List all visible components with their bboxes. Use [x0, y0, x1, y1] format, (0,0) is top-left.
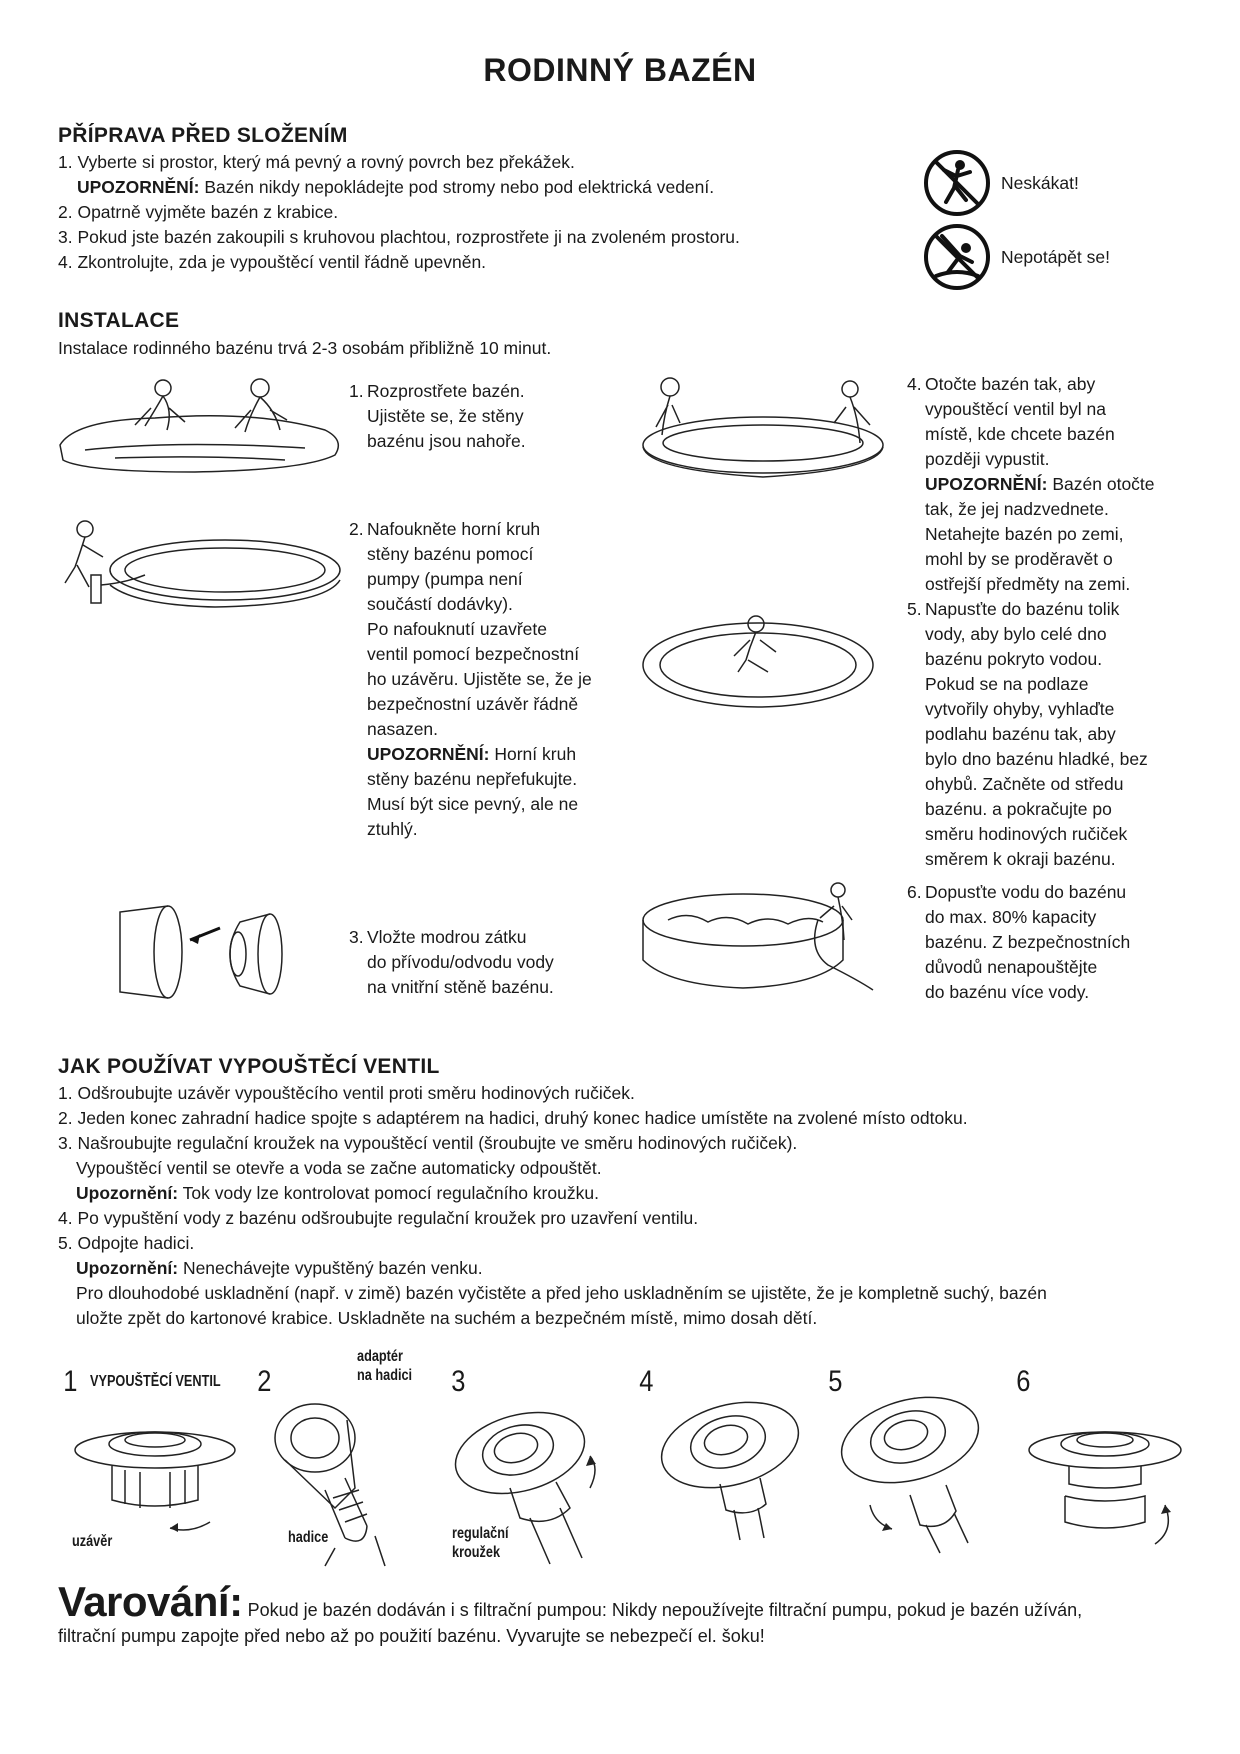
- prep-item-1: 1. Vyberte si prostor, který má pevný a rovný povrch bez překážek.: [58, 152, 575, 172]
- valve-item-3: 3. Našroubujte regulační kroužek na vypouštěcí ventil (šroubujte ve směru hodinových ručiček).: [58, 1133, 798, 1153]
- valve-item-3-warning: Upozornění: Tok vody lze kontrolovat pomocí regulačního kroužku.: [76, 1183, 599, 1203]
- no-jumping-icon: [922, 148, 992, 218]
- valve-item-5-storage-1: Pro dlouhodobé uskladnění (např. v zimě) bazén vyčistěte a před jeho uskladněním se ujistěte, že je kompletně suchý, bazén: [76, 1283, 1047, 1303]
- spread-pool-illustration: [55, 370, 345, 480]
- valve-heading: JAK POUŽÍVAT VYPOUŠTĚCÍ VENTIL: [58, 1055, 440, 1078]
- install-step-1: 1. Rozprostřete bazén. Ujistěte se, že stěny bazénu jsou nahoře.: [349, 381, 526, 451]
- valve-item-5-storage-2: uložte zpět do kartonové krabice. Uskladněte na suchém a bezpečném místě, mimo dosah dětí.: [76, 1308, 818, 1328]
- filled-pool-hose-illustration: [638, 880, 878, 995]
- valve-item-5: 5. Odpojte hadici.: [58, 1233, 195, 1253]
- rotate-pool-illustration: [638, 375, 888, 495]
- install-step-2: 2. Nafoukněte horní kruh stěny bazénu pomocí pumpy (pumpa není součástí dodávky). Po nafouknutí uzavřete ventil pomocí bezpečnostní ho uzávěru. Ujistěte se, že je bezpečnostní uzávěr řádně nasazen. UPOZORNĚNÍ: Horní kruh stěny bazénu nepřefukujte. Musí být sice pevný, ale ne ztuhlý.: [349, 519, 592, 839]
- inflate-pool-illustration: [55, 515, 345, 615]
- no-diving-label: Nepotápět se!: [1001, 247, 1110, 267]
- figure-number-3: 3: [451, 1365, 466, 1398]
- prep-warning-text: Bazén nikdy nepokládejte pod stromy nebo pod elektrická vedení.: [199, 177, 715, 197]
- adapter-label: adaptér na hadici: [357, 1348, 413, 1384]
- figure-number-2: 2: [257, 1365, 272, 1398]
- figure-number-5: 5: [828, 1365, 843, 1398]
- valve-label: VYPOUŠTĚCÍ VENTIL: [90, 1373, 221, 1390]
- valve-figure-5: [830, 1395, 1000, 1555]
- install-step-6: 6. Dopusťte vodu do bazénu do max. 80% kapacity bazénu. Z bezpečnostních důvodů nenapouštějte do bazénu více vody.: [907, 882, 1131, 1002]
- valve-plug-illustration: [110, 892, 310, 1022]
- install-step-3: 3. Vložte modrou zátku do přívodu/odvodu vody na vnitřní stěně bazénu.: [349, 927, 554, 997]
- valve-item-4: 4. Po vypuštění vody z bazénu odšroubujte regulační kroužek pro uzavření ventilu.: [58, 1208, 699, 1228]
- prep-item-3: 3. Pokud jste bazén zakoupili s kruhovou plachtou, rozprostřete ji na zvoleném prostoru.: [58, 227, 740, 247]
- figure-number-4: 4: [639, 1365, 654, 1398]
- install-heading: INSTALACE: [58, 309, 180, 332]
- valve-item-3-note: Vypouštěcí ventil se otevře a voda se začne automaticky odpouštět.: [76, 1158, 602, 1178]
- safety-warning: [58, 1578, 1082, 1626]
- valve-item-5-warning: Upozornění: Nenechávejte vypuštěný bazén venku.: [76, 1258, 483, 1278]
- install-step-5: 5. Napusťte do bazénu tolik vody, aby bylo celé dno bazénu pokryto vodou. Pokud se na podlaze vytvořily ohyby, vyhlaďte podlahu bazénu tak, aby bylo dno bazénu hladké, bez ohybů. Začněte od středu bazénu. a pokračujte po směru hodinových ručiček směrem k okraji bazénu.: [907, 599, 1148, 869]
- valve-figure-6: [1025, 1410, 1195, 1560]
- cap-label: uzávěr: [72, 1533, 113, 1550]
- install-intro: Instalace rodinného bazénu trvá 2-3 osobám přibližně 10 minut.: [58, 338, 552, 358]
- no-jumping-label: Neskákat!: [1001, 173, 1079, 193]
- fill-pool-illustration: [638, 610, 878, 720]
- valve-figure-4: [650, 1400, 820, 1550]
- valve-figure-1: [70, 1410, 240, 1540]
- figure-number-6: 6: [1016, 1365, 1031, 1398]
- no-diving-icon: [922, 222, 992, 292]
- valve-item-1: 1. Odšroubujte uzávěr vypouštěcího ventil proti směru hodinových ručiček.: [58, 1083, 635, 1103]
- page-title: RODINNÝ BAZÉN: [483, 52, 757, 88]
- safety-warning-text-1: Pokud je bazén dodáván i s filtrační pumpou: Nikdy nepoužívejte filtrační pumpu, pokud je bazén užíván,: [242, 1600, 1083, 1620]
- prep-warning-label: UPOZORNĚNÍ:: [77, 177, 200, 197]
- hose-label: hadice: [288, 1529, 329, 1546]
- prep-item-2: 2. Opatrně vyjměte bazén z krabice.: [58, 202, 339, 222]
- figure-number-1: 1: [63, 1365, 78, 1398]
- prep-warning: [77, 175, 714, 200]
- valve-figure-2: [255, 1398, 430, 1568]
- prep-item-4: 4. Zkontrolujte, zda je vypouštěcí ventil řádně upevněn.: [58, 252, 487, 272]
- valve-item-2: 2. Jeden konec zahradní hadice spojte s adaptérem na hadici, druhý konec hadice umístěte na zvolené místo odtoku.: [58, 1108, 968, 1128]
- install-step-4: 4. Otočte bazén tak, aby vypouštěcí ventil byl na místě, kde chcete bazén později vypustit. UPOZORNĚNÍ: Bazén otočte tak, že jej nadzvednete. Netahejte bazén po zemi, mohl by se proděravět o ostřejší předměty na zemi.: [907, 374, 1155, 594]
- prep-heading: PŘÍPRAVA PŘED SLOŽENÍM: [58, 124, 348, 147]
- ring-label: regulační kroužek: [452, 1525, 509, 1561]
- safety-warning-text-2: filtrační pumpu zapojte před nebo až po použití bazénu. Vyvarujte se nebezpečí el. šoku!: [58, 1626, 765, 1646]
- safety-warning-label: Varování:: [58, 1578, 243, 1625]
